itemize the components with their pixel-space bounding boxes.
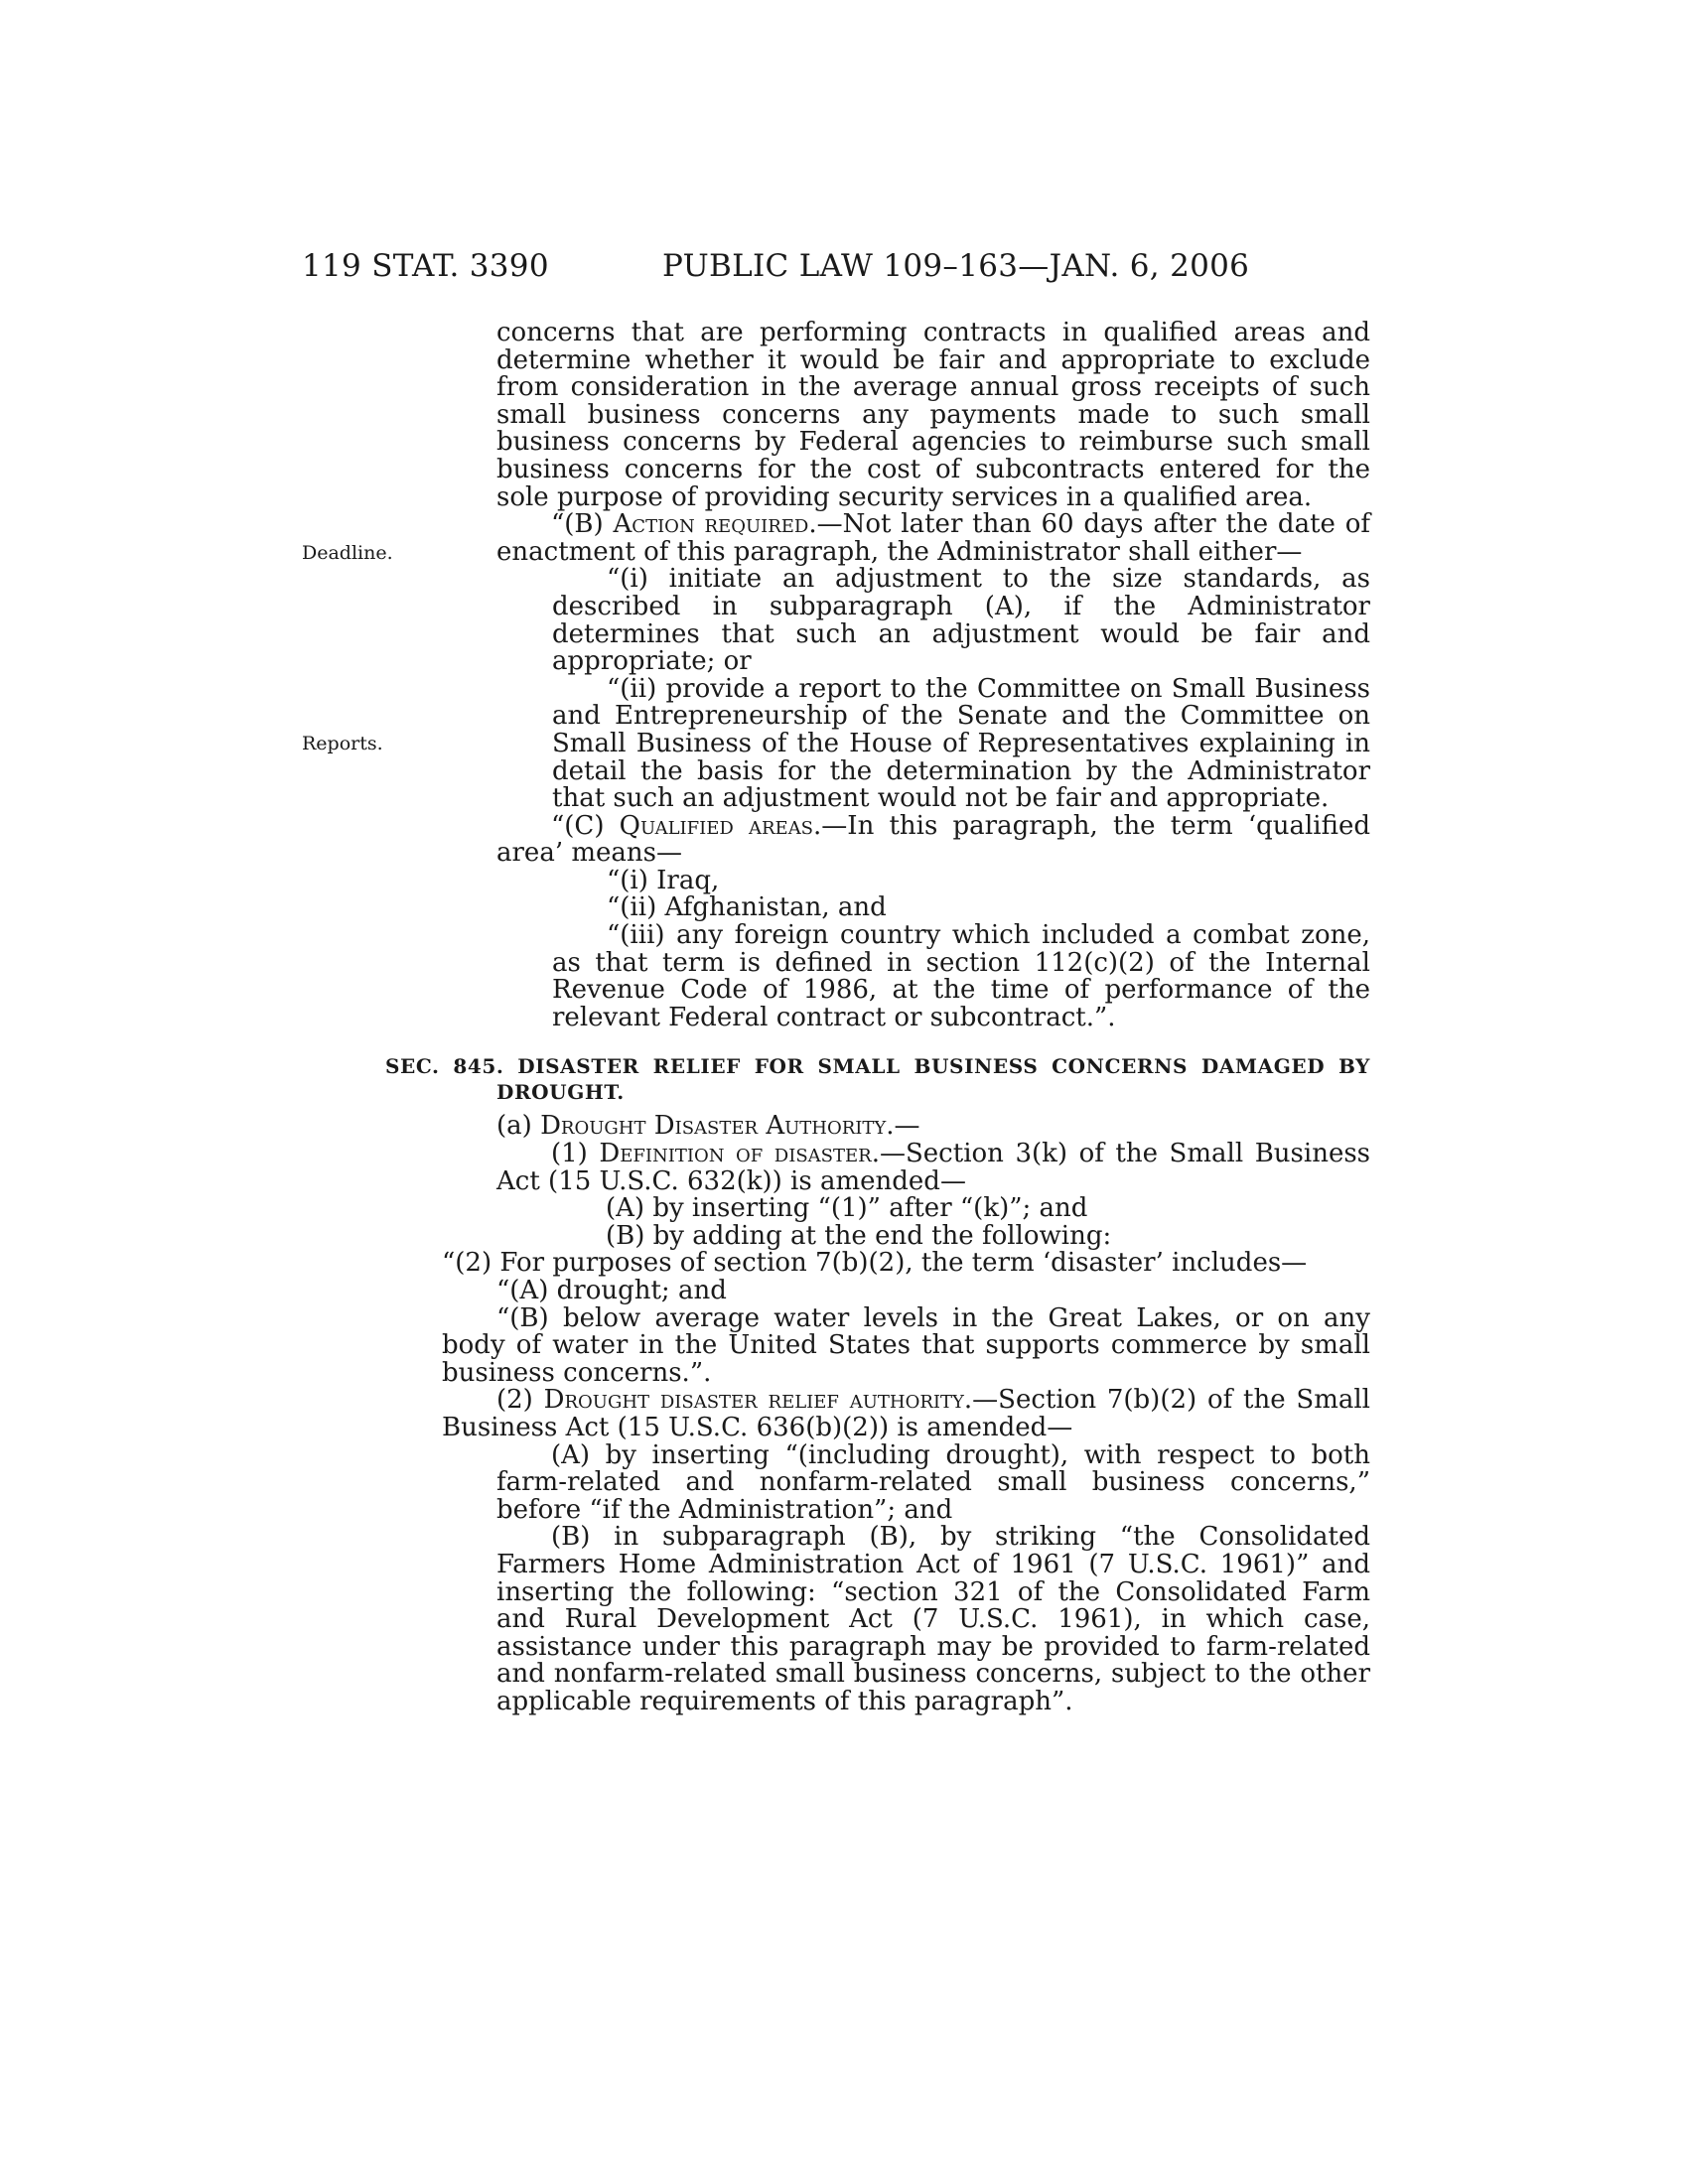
paragraph-a1	[442, 1141, 1370, 1195]
section-heading: SEC. 845. DISASTER RELIEF FOR SMALL BUSINESS CONCERNS DAMAGED BY DROUGHT.	[385, 1054, 1370, 1105]
subparagraph-c-text: .—In this paragraph, the term ‘qualified area’ means—	[496, 810, 1370, 869]
document-body	[385, 318, 1371, 1716]
subsection-a-suffix: .—	[886, 1111, 920, 1142]
subsection-a	[442, 1113, 1370, 1141]
subsection-a-prefix: (a)	[496, 1111, 541, 1142]
stat-page-number: 119 STAT. 3390	[302, 248, 549, 284]
paragraph-a2-prefix: (2)	[496, 1385, 544, 1416]
quoted-paragraph-2: “(2) For purposes of section 7(b)(2), the term ‘disaster’ includes—	[442, 1248, 1308, 1279]
running-header: PUBLIC LAW 109–163—JAN. 6, 2006	[662, 248, 1250, 284]
clause-c-iii: “(iii) any foreign country which included a combat zone, as that term is defined in section 112(c)(2) of the Internal Revenue Code of 1986, at the time of performance of the relevant Federal contract or subcontract.”.	[552, 920, 1370, 1032]
quoted-item-A: “(A) drought; and	[496, 1276, 727, 1305]
subparagraph-c-prefix: “(C)	[551, 810, 620, 841]
item-a1-A: (A) by inserting “(1)” after “(k)”; and	[606, 1193, 1088, 1224]
margin-note-reports: Reports.	[302, 733, 383, 754]
clause-b-i: “(i) initiate an adjustment to the size standards, as described in subparagraph (A), if the Administrator determines that such an adjustment would be fair and appropriate; or	[552, 564, 1370, 677]
subparagraph-b-prefix: “(B)	[551, 509, 614, 540]
item-a2-A: (A) by inserting “(including drought), with respect to both farm-related and nonfarm-related small business concerns,” before “if the Administration”; and	[496, 1439, 1370, 1525]
paragraph-a2-heading: Drought disaster relief authority	[543, 1385, 964, 1416]
subparagraph-b-text: .—Not later than 60 days after the date of enactment of this paragraph, the Administrator shall either—	[496, 509, 1370, 567]
subparagraph-b-heading: Action required	[613, 509, 809, 540]
margin-note-deadline: Deadline.	[302, 542, 393, 564]
paragraph-a1-heading: Definition of disaster	[599, 1139, 872, 1169]
subparagraph-c-heading: Qualified areas	[619, 810, 814, 841]
subparagraph-b	[496, 511, 1370, 566]
paragraph-a2-text: .—Section 7(b)(2) of the Small Business Act (15 U.S.C. 636(b)(2)) is amended—	[442, 1385, 1370, 1442]
item-a2-B: (B) in subparagraph (B), by striking “the Consolidated Farmers Home Administration Act of 1961 (7 U.S.C. 1961)” and inserting the following: “section 321 of the Consolidated Farm and Rural Development Act (7 U.S.C. 1961), in which case, assistance under this paragraph may be provided to farm-related and nonfarm-related small business concerns, subject to the other applicable requirements of this paragraph”.	[496, 1522, 1370, 1716]
paragraph-a1-text: .—Section 3(k) of the Small Business Act (15 U.S.C. 632(k)) is amended—	[496, 1139, 1371, 1196]
paragraph-a2	[442, 1387, 1370, 1441]
clause-b-ii: “(ii) provide a report to the Committee on Small Business and Entrepreneurship of the Senate and the Committee on Small Business of the House of Representatives explaining in detail the basis for the determination by the Administrator that such an adjustment would not be fair and appropriate.	[552, 673, 1370, 814]
clause-c-i: “(i) Iraq,	[607, 865, 720, 895]
paragraph-intro: concerns that are performing contracts in qualified areas and determine whether it would be fair and appropriate to exclude from consideration in the average annual gross receipts of such small business concerns any payments made to such small business concerns by Federal agencies to reimburse such small business concerns for the cost of subcontracts entered for the sole purpose of providing security services in a qualified area.	[496, 318, 1370, 512]
subsection-a-heading: Drought Disaster Authority	[540, 1111, 887, 1142]
clause-c-ii: “(ii) Afghanistan, and	[607, 892, 887, 923]
subparagraph-c	[496, 810, 1370, 869]
item-a1-B: (B) by adding at the end the following:	[606, 1220, 1112, 1251]
quoted-item-B: “(B) below average water levels in the Great Lakes, or on any body of water in the United States that supports commerce by small business concerns.”.	[442, 1302, 1370, 1388]
paragraph-a1-prefix: (1)	[551, 1139, 600, 1169]
